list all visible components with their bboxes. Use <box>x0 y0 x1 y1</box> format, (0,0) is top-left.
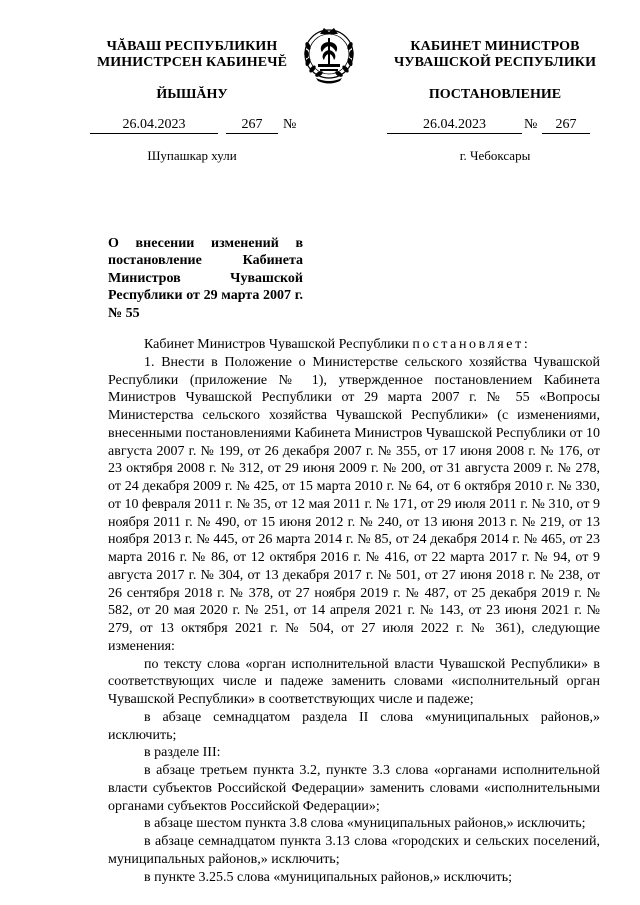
header-left-line2: МИНИСТРСЕН КАБИНЕЧĔ <box>96 55 288 70</box>
body-paragraph: в разделе III: <box>144 745 221 761</box>
chuvash-coat-of-arms-emblem <box>302 24 356 84</box>
place-left: Шупашкар хули <box>147 148 237 163</box>
header-left-organization <box>82 39 302 71</box>
right-date: 26.04.2023 <box>387 118 522 134</box>
body-intro <box>108 336 600 354</box>
body-paragraph: по тексту слова «орган исполнительной власти Чувашской Республики» в соответствующих числе и падеже заменить словами «исполнительный орган Чувашской Республики» в соответствующих числе и падеже; <box>108 656 600 707</box>
left-date: 26.04.2023 <box>90 118 218 134</box>
place-right: г. Чебоксары <box>459 148 531 163</box>
body-paragraph: 1. Внести в Положение о Министерстве сельского хозяйства Чувашской Республики (приложение № 1), утвержденное постановлением Кабинета Министров Чувашской Республики от 29 марта 2007 г. № 55 «Вопросы Министерства сельского хозяйства Чувашской Республики» (с изменениями, внесенными постановлениями Кабинета Министров Чувашской Республики от 10 августа 2007 г. № 199, от 26 декабря 2007 г. № 355, от 17 июня 2008 г. № 176, от 23 октября 2008 г. № 312, от 29 июня 2009 г. № 200, от 31 августа 2009 г. № 278, от 24 декабря 2009 г. № 425, от 15 марта 2010 г. № 64, от 6 октября 2010 г. № 330, от 10 февраля 2011 г. № 35, от 12 мая 2011 г. № 171, от 29 июля 2011 г. № 310, от 9 ноября 2011 г. № 490, от 15 июня 2012 г. № 240, от 13 июня 2013 г. № 219, от 13 ноября 2013 г. № 445, от 26 марта 2014 г. № 85, от 24 декабря 2014 г. № 465, от 23 марта 2016 г. № 86, от 12 октября 2016 г. № 416, от 22 марта 2017 г. № 94, от 9 августа 2017 г. № 304, от 13 декабря 2017 г. № 501, от 27 июня 2018 г. № 238, от 26 сентября 2018 г. № 378, от 27 ноября 2019 г. № 487, от 25 декабря 2019 г. № 582, от 20 мая 2020 г. № 251, от 14 апреля 2021 г. № 143, от 23 июня 2021 г. № 279, от 13 октября 2021 г. № 504, от 27 июля 2022 г. № 361), следующие изменения: <box>108 354 600 654</box>
document-title: О внесении изменений в постановление Кабинета Министров Чувашской Республики от 29 марта 2007 г. № 55 <box>108 236 303 321</box>
emblem-svg <box>302 24 356 84</box>
body-paragraph: в абзаце шестом пункта 3.8 слова «муниципальных районов,» исключить; <box>144 816 586 832</box>
left-number-sign: № <box>283 117 297 132</box>
header-left-line1: ЧĂВАШ РЕСПУБЛИКИН <box>106 39 278 54</box>
body-paragraph: в абзаце третьем пункта 3.2, пункте 3.3 слова «органами исполнительной власти субъектов Российской Федерации» заменить словами «исполнительными органами субъектов Российской Федерации»; <box>108 763 600 814</box>
body-paragraph: в абзаце семнадцатом раздела II слова «муниципальных районов,» исключить; <box>108 709 600 743</box>
left-number: 267 <box>226 118 278 134</box>
doc-type-right: ПОСТАНОВЛЕНИЕ <box>428 87 562 102</box>
header-right-organization <box>370 39 620 71</box>
document-body <box>108 336 600 886</box>
right-number-sign: № <box>524 117 538 132</box>
header-right-line2: ЧУВАШСКОЙ РЕСПУБЛИКИ <box>393 55 597 70</box>
body-paragraph: в пункте 3.25.5 слова «муниципальных районов,» исключить; <box>144 869 512 885</box>
intro-decree-word: постановляет: <box>412 337 531 352</box>
body-paragraph: в абзаце семнадцатом пункта 3.13 слова «городских и сельских поселений, муниципальных районов,» исключить; <box>108 834 600 867</box>
intro-prefix: Кабинет Министров Чувашской Республики <box>144 337 409 352</box>
doc-type-left: ЙЫШĂНУ <box>156 87 228 102</box>
date-number-line <box>0 118 640 136</box>
header-right-line1: КАБИНЕТ МИНИСТРОВ <box>410 39 580 54</box>
right-number: 267 <box>542 118 590 134</box>
